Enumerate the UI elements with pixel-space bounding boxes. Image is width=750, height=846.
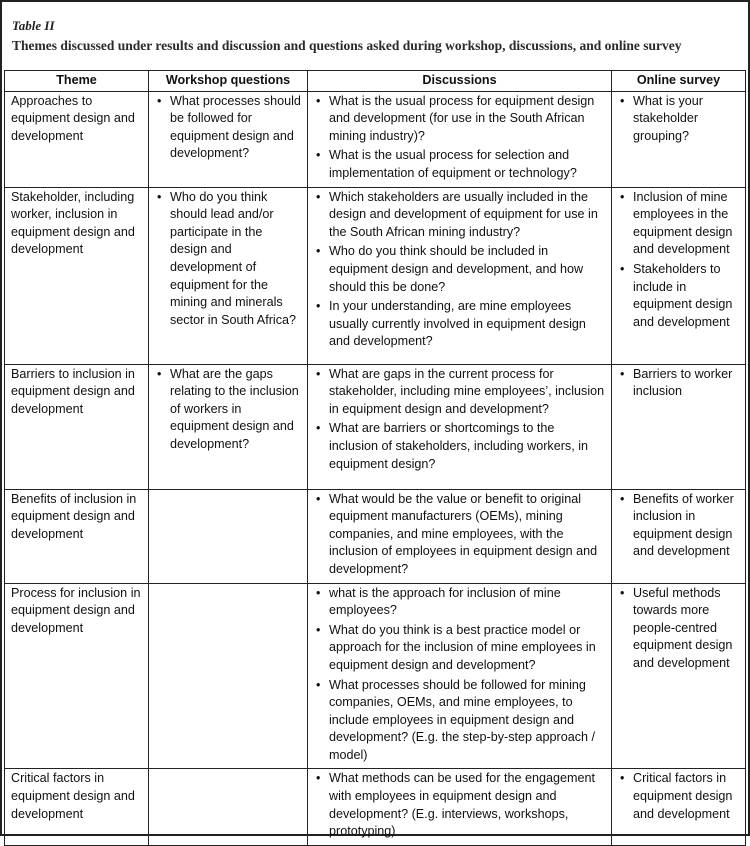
workshop-list (155, 189, 301, 330)
header-survey: Online survey (612, 71, 746, 92)
survey-cell (612, 187, 746, 364)
survey-cell (612, 91, 746, 187)
list-item: • Who do you think should be included in equipment design and development, and how should this be done? (314, 243, 605, 296)
discussions-cell (308, 583, 612, 769)
theme-cell: Barriers to inclusion in equipment design and development (5, 364, 149, 489)
table-row (5, 364, 746, 489)
list-item: • What are gaps in the current process for stakeholder, including mine employees’, inclusion in equipment design and development? (314, 366, 605, 419)
list-item: • What are barriers or shortcomings to the inclusion of stakeholders, including workers, in equipment design? (314, 420, 605, 473)
table-row (5, 583, 746, 769)
list-item: • Stakeholders to include in equipment design and development (618, 261, 739, 331)
survey-list (618, 93, 739, 146)
list-item: • What is your stakeholder grouping? (618, 93, 739, 146)
theme-cell: Stakeholder, including worker, inclusion in equipment design and development (5, 187, 149, 364)
survey-list (618, 366, 739, 401)
workshop-cell (149, 583, 308, 769)
workshop-cell (149, 489, 308, 583)
list-item: • What processes should be followed for equipment design and development? (155, 93, 301, 163)
discussions-list (314, 189, 605, 351)
workshop-cell (149, 91, 308, 187)
survey-list (618, 770, 739, 823)
discussions-list (314, 585, 605, 765)
discussions-list (314, 366, 605, 474)
list-item: • Which stakeholders are usually included in the design and development of equipment for use in the South African mining industry? (314, 189, 605, 242)
workshop-list (155, 366, 301, 454)
discussions-cell (308, 489, 612, 583)
list-item: • Critical factors in equipment design and development (618, 770, 739, 823)
discussions-cell (308, 364, 612, 489)
list-item: • What do you think is a best practice model or approach for the inclusion of mine employees in equipment design and development? (314, 622, 605, 675)
list-item: • Inclusion of mine employees in the equipment design and development (618, 189, 739, 259)
theme-cell: Approaches to equipment design and development (5, 91, 149, 187)
list-item: • What methods can be used for the engagement with employees in equipment design and development? (E.g. interviews, workshops, prototyping) (314, 770, 605, 840)
list-item: • In your understanding, are mine employees usually currently involved in equipment design and development? (314, 298, 605, 351)
list-item: • What is the usual process for selection and implementation of equipment or technology? (314, 147, 605, 182)
theme-cell: Critical factors in equipment design and development (5, 769, 149, 845)
discussions-cell (308, 91, 612, 187)
discussions-cell (308, 187, 612, 364)
header-workshop: Workshop questions (149, 71, 308, 92)
discussions-list (314, 93, 605, 183)
table-row (5, 489, 746, 583)
workshop-cell (149, 364, 308, 489)
header-discussions: Discussions (308, 71, 612, 92)
list-item: • Benefits of worker inclusion in equipment design and development (618, 491, 739, 561)
table-label: Table II (12, 18, 55, 33)
survey-list (618, 491, 739, 561)
workshop-list (155, 93, 301, 163)
list-item: • what is the approach for inclusion of mine employees? (314, 585, 605, 620)
list-item: • What are the gaps relating to the inclusion of workers in equipment design and development? (155, 366, 301, 454)
theme-cell: Process for inclusion in equipment design and development (5, 583, 149, 769)
table-row (5, 91, 746, 187)
header-row (5, 71, 746, 92)
themes-table (4, 70, 746, 846)
table-row (5, 187, 746, 364)
survey-cell (612, 364, 746, 489)
discussions-cell (308, 769, 612, 845)
list-item: • Barriers to worker inclusion (618, 366, 739, 401)
survey-cell (612, 489, 746, 583)
header-theme: Theme (5, 71, 149, 92)
list-item: • Useful methods towards more people-centred equipment design and development (618, 585, 739, 673)
theme-cell: Benefits of inclusion in equipment design and development (5, 489, 149, 583)
list-item: • What is the usual process for equipment design and development (for use in the South African mining industry)? (314, 93, 605, 146)
survey-list (618, 585, 739, 673)
table-row (5, 769, 746, 845)
list-item: • What would be the value or benefit to original equipment manufacturers (OEMs), mining companies, and mine employees, with the inclusion of employees in equipment design and development? (314, 491, 605, 579)
discussions-list (314, 491, 605, 579)
discussions-list (314, 770, 605, 840)
survey-cell (612, 769, 746, 845)
survey-list (618, 189, 739, 332)
survey-cell (612, 583, 746, 769)
workshop-cell (149, 769, 308, 845)
workshop-cell (149, 187, 308, 364)
table-title: Themes discussed under results and discussion and questions asked during workshop, discussions, and online survey (12, 38, 682, 53)
list-item: • Who do you think should lead and/or participate in the design and development of equipment for the mining and minerals sector in South Africa? (155, 189, 301, 330)
list-item: • What processes should be followed for mining companies, OEMs, and mine employees, to include employees in equipment design and development? (E.g. the step-by-step approach / model) (314, 677, 605, 765)
